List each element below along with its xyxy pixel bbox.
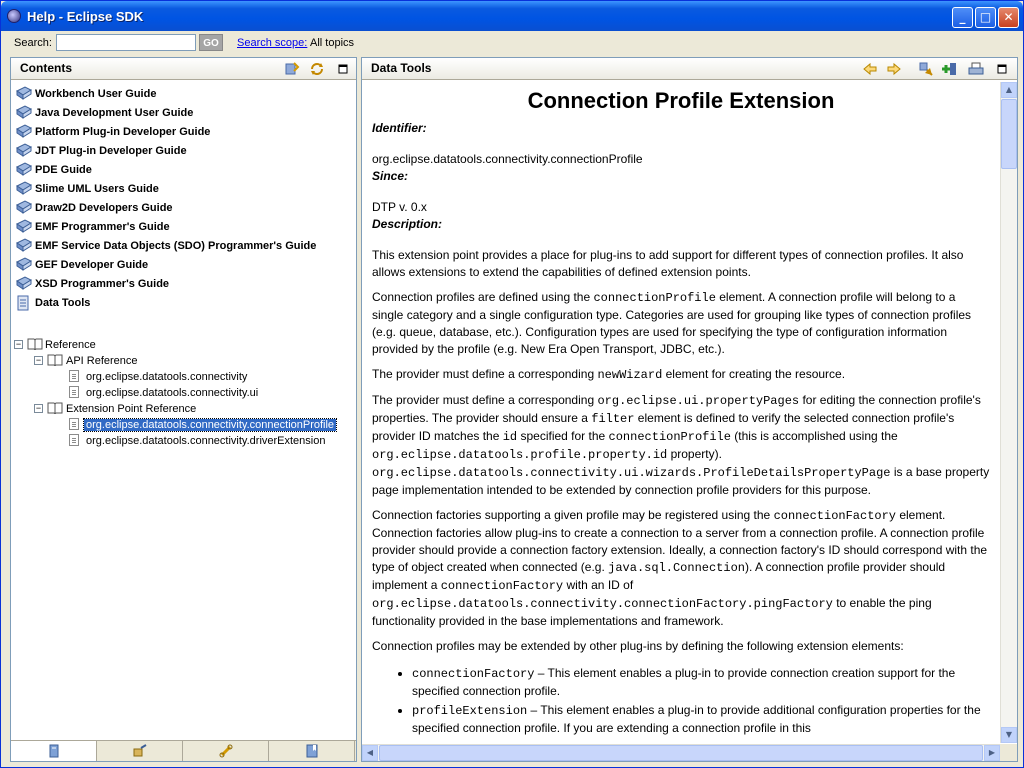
list-item: • profileExtension – This element enables a plug-in to provide additional configuration properties for the specified connection profile. If you are extending a connection profile in this [412, 702, 990, 737]
show-in-contents-icon[interactable] [918, 61, 934, 77]
tree-label: org.eclipse.datatools.connectivity.ui [86, 387, 259, 399]
horizontal-scrollbar[interactable] [362, 744, 1000, 761]
page-icon [69, 386, 79, 398]
collapse-icon[interactable]: − [35, 355, 42, 365]
minimize-button[interactable]: _ [952, 7, 973, 28]
view-tabs [11, 740, 356, 761]
maximize-button[interactable]: □ [975, 7, 996, 28]
document-title: Connection Profile Extension [527, 88, 835, 113]
bookmark-document-icon[interactable] [942, 61, 958, 77]
links-tab[interactable] [183, 741, 269, 761]
description-paragraph: Connection profiles may be extended by other plug-ins by defining the following extension elements: [372, 639, 904, 653]
forward-icon[interactable] [886, 61, 902, 77]
extension-elements-list [392, 665, 990, 737]
sync-icon[interactable] [309, 61, 325, 77]
scroll-right-button[interactable]: ▶ [984, 745, 1000, 761]
book-icon [16, 86, 32, 100]
contents-tree: Workbench User Guide Java Development User Guide Platform Plug-in Developer Guide JDT Plug-in Developer Guide PDE Guide Slime UML Users Guide Draw2D Developers Guide EMF Programmer's Guide EMF Service Data Objects (SDO) Programmer's Guide GEF Developer Guide XSD Programmer's Guide Data Tools − Reference − API Reference org.eclipse.datatools.connectivity org.eclipse.datatools.connectivity.ui − Extension Point Reference org.eclipse.datatools.connectivity.connectionProfile org.eclipse.datatools.connectivity.driverExtension [15, 88, 335, 447]
scroll-thumb[interactable] [379, 745, 983, 761]
document-icon [16, 295, 32, 309]
book-icon [16, 105, 32, 119]
page-icon [69, 434, 79, 446]
title-bar[interactable] [1, 1, 1023, 31]
tree-label: org.eclipse.datatools.connectivity.connectionProfile [86, 419, 335, 431]
contents-header [11, 58, 356, 80]
description-paragraph: Connection profiles are defined using the connectionProfile element. A connection profile will belong to a single category and a single configuration type. Categories are used for grouping like types of connection profiles (e.g. queue, database, etc.). Configuration types are used for specifying the type of configuration information provided by the profile (e.g. New Era Open Transport, JDBC, etc.). [372, 290, 972, 356]
identifier-label: Identifier: [372, 121, 427, 135]
link-with-contents-icon[interactable] [284, 61, 300, 77]
book-icon [16, 143, 32, 157]
tree-label: Reference [45, 339, 96, 351]
tree-label: org.eclipse.datatools.connectivity [86, 371, 248, 383]
description-paragraph: The provider must define a corresponding org.eclipse.ui.propertyPages for editing the connection profile's properties. The provider should ensure a filter element is defined to verify the selected connection profile's provider ID matches the id specified for the connectionProfile (this is accomplished using the org.eclipse.datatools.profile.property.id property). org.eclipse.datatools.connectivity.ui.wizards.ProfileDetailsPropertyPage is a base property page implementation intended to be extended by connection profile providers for this purpose. [372, 393, 990, 497]
minimize-view-icon[interactable] [335, 61, 351, 77]
description-label: Description: [372, 217, 443, 231]
description-paragraph: Connection factories supporting a given profile may be registered using the connectionFactory element. Connection factories allow plug-ins to create a connection to a server from a connection profile. A connection profile provider should provide a connection factory extension. Ideally, a connection factory's ID should correspond with the type of object created when connected (e.g. java.sql.Connection). A connection profile provider should implement a connectionFactory with an ID of org.eclipse.datatools.connectivity.connectionFactory.pingFactory to enable the ping functionality provided in the base implementations and framework. [372, 508, 988, 628]
identifier-value: org.eclipse.datatools.connectivity.connectionProfile [372, 152, 643, 166]
scroll-thumb[interactable] [1001, 99, 1017, 169]
search-bar [1, 31, 1023, 55]
description-paragraph: The provider must define a corresponding newWizard element for creating the resource. [372, 367, 846, 382]
description-paragraph: This extension point provides a place for plug-ins to add support for different types of connection profiles. It also allows extensions to extend the capabilities of defined extension points. [372, 248, 964, 279]
tree-label: org.eclipse.datatools.connectivity.driverExtension [86, 435, 326, 447]
collapse-icon[interactable]: − [15, 339, 22, 349]
window-title: Help - Eclipse SDK [27, 9, 144, 24]
tree-label: API Reference [66, 355, 138, 367]
tree-label: Extension Point Reference [66, 403, 197, 415]
help-document [362, 82, 1000, 743]
page-icon [69, 370, 79, 382]
go-button[interactable]: GO [199, 34, 223, 51]
minimize-view-icon[interactable] [994, 61, 1010, 77]
open-book-icon [27, 338, 43, 350]
book-icon [16, 238, 32, 252]
book-icon [16, 276, 32, 290]
content-pane [361, 57, 1018, 762]
open-book-icon [47, 402, 63, 414]
scroll-corner [1000, 744, 1017, 761]
page-icon [69, 418, 79, 430]
eclipse-icon [7, 9, 21, 23]
contents-title: Contents [20, 61, 72, 75]
contents-tab[interactable] [11, 741, 97, 761]
close-button[interactable]: ✕ [998, 7, 1019, 28]
book-icon [16, 124, 32, 138]
scroll-up-button[interactable]: ▲ [1001, 82, 1017, 98]
since-value: DTP v. 0.x [372, 200, 427, 214]
vertical-scrollbar[interactable] [1000, 82, 1017, 743]
back-icon[interactable] [862, 61, 878, 77]
bookmarks-tab[interactable] [269, 741, 355, 761]
book-icon [16, 219, 32, 233]
collapse-icon[interactable]: − [35, 403, 42, 413]
book-icon [16, 181, 32, 195]
print-icon[interactable] [968, 61, 984, 77]
scroll-down-button[interactable]: ▼ [1001, 727, 1017, 743]
book-icon [16, 257, 32, 271]
content-header [362, 58, 1017, 80]
since-label: Since: [372, 169, 409, 183]
search-results-tab[interactable] [97, 741, 183, 761]
contents-pane [10, 57, 357, 762]
search-input[interactable] [56, 34, 196, 51]
book-icon [16, 162, 32, 176]
open-book-icon [47, 354, 63, 366]
list-item: • connectionFactory – This element enables a plug-in to provide connection creation support for the specified connection profile. [412, 665, 990, 700]
book-icon [16, 200, 32, 214]
search-scope-value: All topics [310, 37, 355, 49]
scroll-left-button[interactable]: ◀ [362, 745, 378, 761]
search-scope-link[interactable]: Search scope: [237, 37, 308, 49]
content-header-title: Data Tools [371, 61, 432, 75]
search-label: Search: [14, 37, 52, 49]
